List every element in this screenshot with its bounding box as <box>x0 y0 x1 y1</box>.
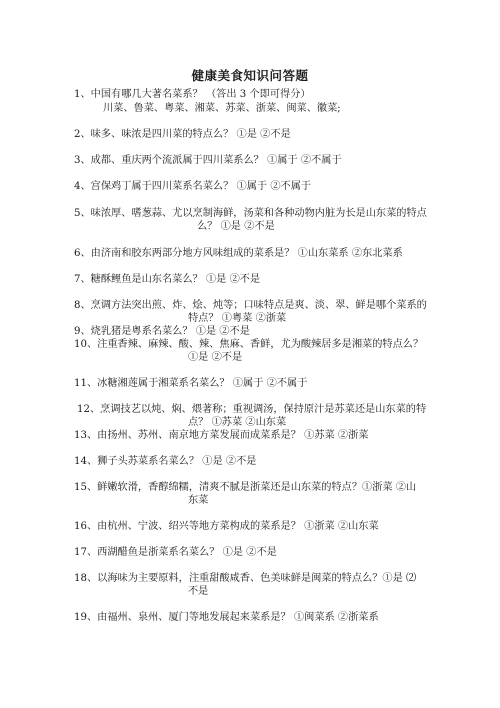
question-4: 4、宫保鸡丁属于四川菜系名菜么？ ①属于 ②不属于 <box>74 181 312 192</box>
question-14: 14、狮子头苏菜系名菜么？ ①是 ②不是 <box>74 456 257 467</box>
question-1-line-1: 1、中国有哪几大著名菜系？ （答出 3 个即可得分） <box>74 89 311 100</box>
question-6: 6、由济南和胶东两部分地方风味组成的菜系是？ ①山东菜系 ②东北菜系 <box>74 248 403 259</box>
question-7: 7、糖酥鲤鱼是山东名菜么？ ①是 ②不是 <box>74 274 261 285</box>
question-8-line-2: 特点？ ①粤菜 ②浙菜 <box>188 313 287 324</box>
question-17: 17、西湖醋鱼是浙菜系名菜么？ ①是 ②不是 <box>74 547 277 558</box>
question-9: 9、烧乳猪是粤系名菜么？ ①是 ②不是 <box>74 326 250 337</box>
question-10-line-1: 10、注重香辣、麻辣、酸、辣、焦麻、香鲜，尤为酸辣居多是湘菜的特点么？ <box>74 339 424 350</box>
question-5-line-2: 么？ ①是 ②不是 <box>197 221 275 232</box>
question-5-line-1: 5、味浓厚、嗜葱蒜、尤以烹制海鲜，汤菜和各种动物内脏为长是山东菜的特点 <box>74 208 427 219</box>
question-16: 16、由杭州、宁波、绍兴等地方菜构成的菜系是？ ①浙菜 ②山东菜 <box>74 521 379 532</box>
question-12-line-1: 12、烹调技艺以炖、焖、煨著称；重视调汤，保持原汁是苏菜还是山东菜的特 <box>77 404 427 415</box>
question-1-answer: 川菜、鲁菜、粤菜、湘菜、苏菜、浙菜、闽菜、徽菜; <box>103 103 341 114</box>
question-18-line-1: 18、以海味为主要原料，注重甜酸咸香、色美味鲜是闽菜的特点么？①是 ⑵ <box>74 573 417 584</box>
question-19: 19、由福州、泉州、厦门等地发展起来菜系是？ ①闽菜系 ②浙菜系 <box>74 612 379 623</box>
question-13: 13、由扬州、苏州、南京地方菜发展而成菜系是？ ①苏菜 ②浙菜 <box>74 430 369 441</box>
question-12-line-2: 点？ ①苏菜 ②山东菜 <box>188 417 287 428</box>
question-3: 3、成都、重庆两个流派属于四川菜系么？ ①属于 ②不属于 <box>74 155 342 166</box>
question-10-line-2: ①是 ②不是 <box>188 352 243 363</box>
question-15-line-1: 15、鲜嫩软滑，香醇绵糯，清爽不腻是浙菜还是山东菜的特点？①浙菜 ②山 <box>74 482 417 493</box>
question-11: 11、冰糖湘莲属于湘菜系名菜么？ ①属于 ②不属于 <box>74 378 308 389</box>
question-2: 2、味多、味浓是四川菜的特点么？ ①是 ②不是 <box>74 129 291 140</box>
question-8-line-1: 8、烹调方法突出煎、炸、烩、炖等；口味特点是爽、淡、翠、鲜是哪个菜系的 <box>74 300 427 311</box>
question-15-line-2: 东菜 <box>188 495 209 506</box>
question-18-line-2: 不是 <box>188 586 209 597</box>
page-title: 健康美食知识问答题 <box>191 68 309 83</box>
